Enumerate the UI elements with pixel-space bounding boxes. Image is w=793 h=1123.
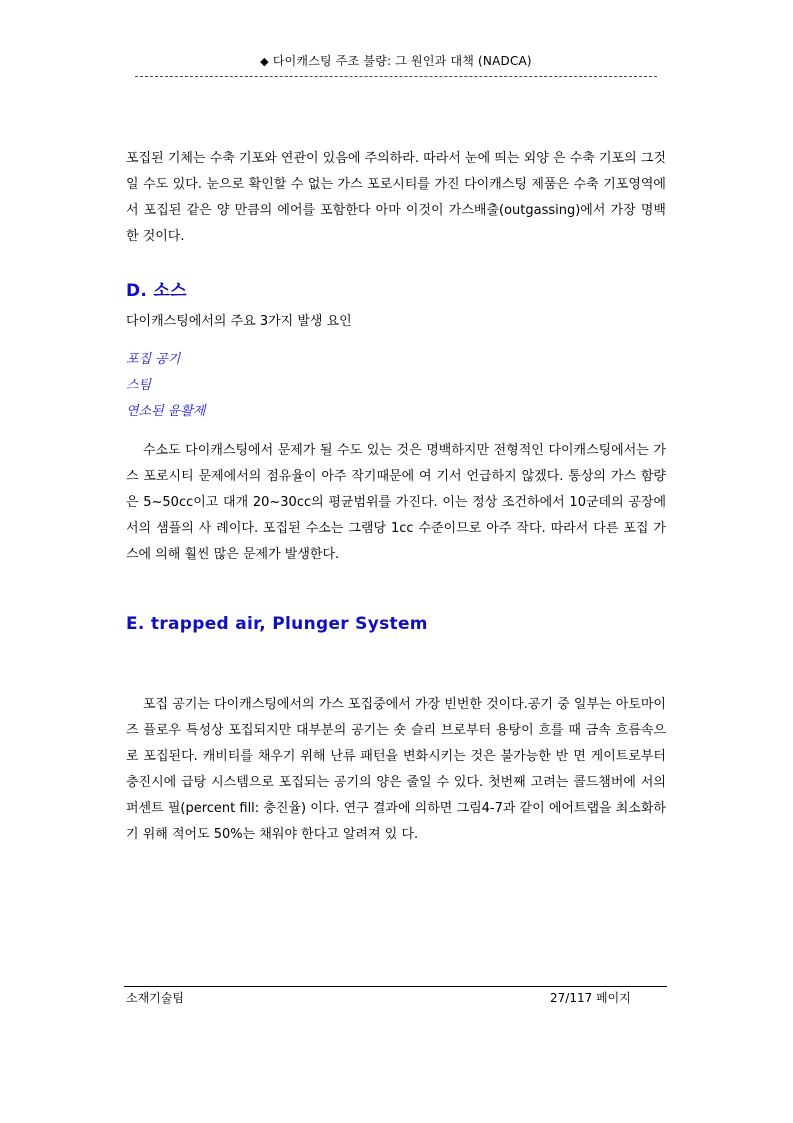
source-item-burnt-lubricant: 연소된 윤활제 xyxy=(126,404,206,419)
header-divider xyxy=(135,76,657,77)
paragraph-hydrogen: 수소도 다이캐스팅에서 문제가 될 수도 있는 것은 명백하지만 전형적인 다이캐스팅에서는 가스 포로시티 문제에서의 점유율이 아주 작기때문에 여 기서 언급하지 않겠다. 통상의 가스 함량은 5~50cc이고 대개 20~30cc의 평균범위를 가진다. 이는 정상 조건하에서 10군데의 공장에서의 샘플의 사 례이다. 포집된 수소는 그램당 1cc 수준이므로 아주 작다. 따라서 다른 포집 가스에 의해 훨씬 많은 문제가 발생한다. xyxy=(126,443,666,562)
paragraph-trapped-air: 포집 공기는 다이캐스팅에서의 가스 포집중에서 가장 빈번한 것이다.공기 중 일부는 아토마이즈 플로우 특성상 포집되지만 대부분의 공기는 숏 슬리 브로부터 용탕이 흐를 때 금속 흐름속으로 포집된다. 캐비티를 채우기 위해 난류 패턴을 변화시키는 것은 불가능한 반 면 게이트로부터 충진시에 급탕 시스템으로 포집되는 공기의 양은 줄일 수 있다. 첫번째 고려는 콜드챔버에 서의 퍼센트 필(percent fill: 충진율) 이다. 연구 결과에 의하면 그림4-7과 같이 에어트랩을 최소화하기 위해 적어도 50%는 채워야 한다고 알려져 있 다. xyxy=(126,697,666,842)
section-d-intro: 다이캐스팅에서의 주요 3가지 발생 요인 xyxy=(126,314,352,329)
paragraph-gas-shrinkage: 포집된 기체는 수축 기포와 연관이 있음에 주의하라. 따라서 눈에 띄는 외양 은 수축 기포의 그것일 수도 있다. 눈으로 확인할 수 없는 가스 포로시티를 가진 다이캐스팅 제품은 수축 기포영역에서 포집된 같은 양 만큼의 에어를 포함한다 아마 이것이 가스배출(outgassing)에서 가장 명백한 것이다. xyxy=(126,151,666,244)
page-header xyxy=(135,52,657,69)
footer-team: 소재기술팀 xyxy=(126,991,184,1005)
section-e-heading: E. trapped air, Plunger System xyxy=(126,614,428,634)
section-d-heading: D. 소스 xyxy=(126,281,187,301)
header-title: 다이캐스팅 주조 불량: 그 원인과 대책 (NADCA) xyxy=(272,54,532,68)
footer-divider xyxy=(124,986,667,987)
diamond-icon: ◆ xyxy=(260,55,269,68)
footer-page-number: 27/117 페이지 xyxy=(550,991,631,1005)
source-item-trapped-air: 포집 공기 xyxy=(126,352,181,367)
source-list xyxy=(126,347,205,425)
source-item-steam: 스팀 xyxy=(126,378,152,393)
